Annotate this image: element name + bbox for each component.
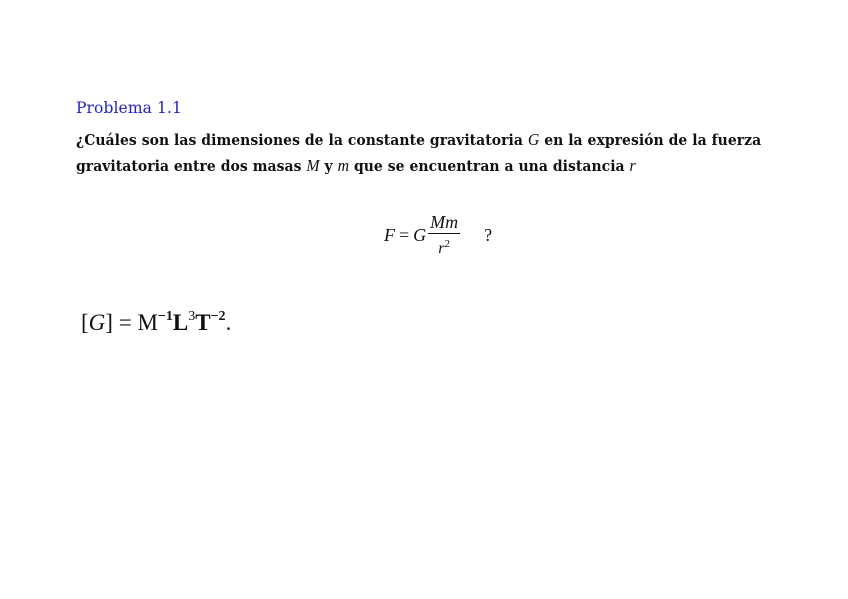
answer-expression	[81, 300, 231, 340]
statement-text: ¿Cuáles son las dimensiones de la constante gravitatoria	[76, 131, 528, 149]
fraction-bar	[428, 233, 460, 234]
answer-T: T	[195, 310, 211, 335]
denominator-base: r	[438, 240, 445, 257]
answer-T-exponent: −2	[210, 309, 226, 324]
statement-text: y	[319, 157, 338, 175]
statement-text: que se encuentran a una distancia	[349, 157, 630, 175]
answer-L: L	[172, 310, 189, 335]
fraction-denominator	[438, 236, 450, 257]
answer-period: .	[225, 310, 232, 335]
fraction-numerator: Mm	[430, 212, 459, 232]
formula-G: G	[413, 224, 427, 245]
answer-bracket-open: [	[81, 310, 89, 335]
problem-statement	[76, 127, 764, 179]
answer-L-exponent: 3	[188, 309, 196, 324]
answer-M: M	[137, 310, 158, 335]
problem-title: Problema 1.1	[76, 99, 182, 117]
answer-G: G	[88, 310, 106, 335]
gravitational-force-formula	[384, 210, 492, 260]
statement-text: gravitatoria entre dos masas	[76, 157, 307, 175]
variable-m: m	[337, 156, 350, 175]
answer-bracket-close: ]	[105, 310, 113, 335]
answer-equals: =	[112, 310, 138, 335]
formula-question-mark: ?	[484, 224, 493, 245]
statement-text: en la expresión de la fuerza	[539, 131, 762, 149]
denominator-exponent: 2	[444, 238, 451, 250]
variable-M: M	[306, 156, 320, 175]
formula-lhs: F	[384, 224, 395, 245]
formula-equals: =	[399, 224, 410, 245]
formula-fraction	[428, 213, 460, 257]
variable-G: G	[527, 130, 540, 149]
variable-r: r	[629, 156, 636, 175]
answer-M-exponent: −1	[157, 309, 173, 324]
